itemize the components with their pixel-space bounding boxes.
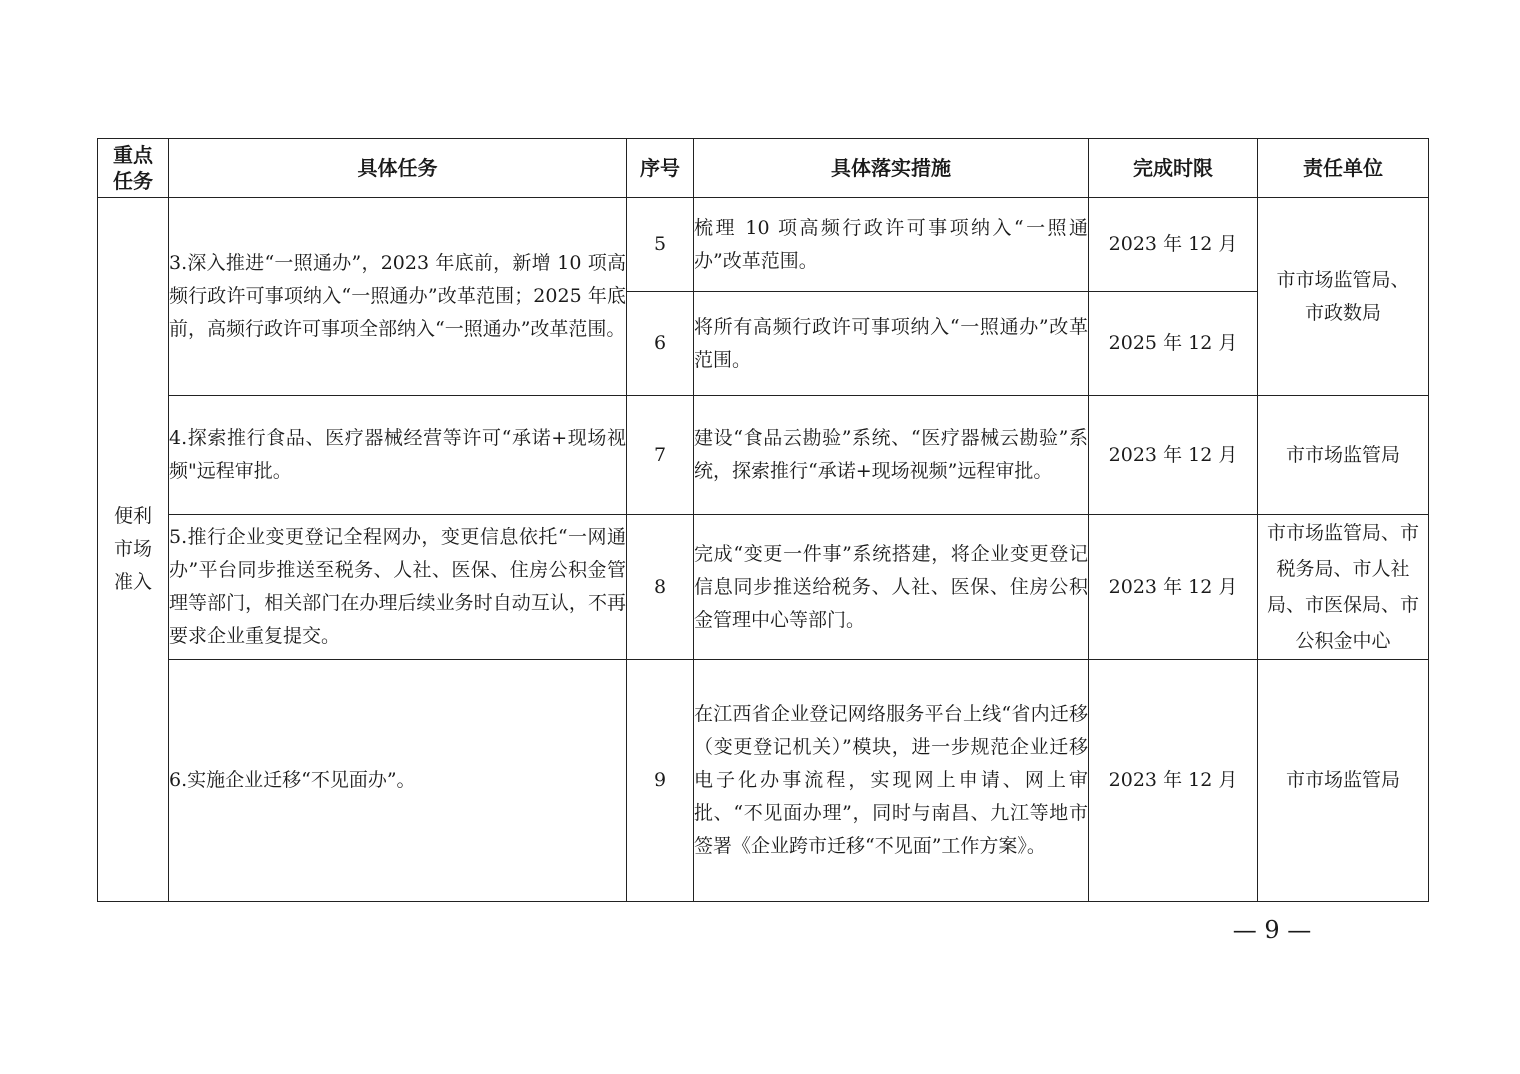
measure-cell: 完成“变更一件事”系统搭建，将企业变更登记信息同步推送给税务、人社、医保、住房公积金管理中心等部门。 bbox=[694, 515, 1089, 660]
seq-cell: 7 bbox=[627, 396, 694, 515]
seq-cell: 5 bbox=[627, 198, 694, 292]
table-row bbox=[98, 660, 1429, 902]
task-table bbox=[97, 138, 1429, 902]
task-cell: 3.深入推进“一照通办”，2023 年底前，新增 10 项高频行政许可事项纳入“一照通办”改革范围；2025 年底前，高频行政许可事项全部纳入“一照通办”改革范围。 bbox=[169, 198, 627, 396]
deadline-cell: 2023 年 12 月 bbox=[1089, 515, 1258, 660]
table-row bbox=[98, 396, 1429, 515]
seq-cell: 9 bbox=[627, 660, 694, 902]
header-seq: 序号 bbox=[627, 139, 694, 198]
header-deadline: 完成时限 bbox=[1089, 139, 1258, 198]
deadline-cell: 2023 年 12 月 bbox=[1089, 660, 1258, 902]
unit-cell: 市市场监管局、市政数局 bbox=[1258, 198, 1429, 396]
seq-cell: 6 bbox=[627, 292, 694, 396]
measure-cell: 将所有高频行政许可事项纳入“一照通办”改革范围。 bbox=[694, 292, 1089, 396]
deadline-cell: 2025 年 12 月 bbox=[1089, 292, 1258, 396]
header-measure: 具体落实措施 bbox=[694, 139, 1089, 198]
deadline-cell: 2023 年 12 月 bbox=[1089, 198, 1258, 292]
seq-cell: 8 bbox=[627, 515, 694, 660]
task-cell: 6.实施企业迁移“不见面办”。 bbox=[169, 660, 627, 902]
header-unit: 责任单位 bbox=[1258, 139, 1429, 198]
header-task: 具体任务 bbox=[169, 139, 627, 198]
table-row bbox=[98, 198, 1429, 292]
measure-cell: 在江西省企业登记网络服务平台上线“省内迁移（变更登记机关）”模块，进一步规范企业迁移电子化办事流程，实现网上申请、网上审批、“不见面办理”，同时与南昌、九江等地市签署《企业跨市迁移“不见面”工作方案》。 bbox=[694, 660, 1089, 902]
header-row bbox=[98, 139, 1429, 198]
measure-cell: 建设“食品云勘验”系统、“医疗器械云勘验”系统，探索推行“承诺+现场视频”远程审批。 bbox=[694, 396, 1089, 515]
deadline-cell: 2023 年 12 月 bbox=[1089, 396, 1258, 515]
measure-cell: 梳理 10 项高频行政许可事项纳入“一照通办”改革范围。 bbox=[694, 198, 1089, 292]
unit-cell: 市市场监管局 bbox=[1258, 396, 1429, 515]
unit-cell: 市市场监管局 bbox=[1258, 660, 1429, 902]
header-category: 重点任务 bbox=[98, 139, 169, 198]
task-cell: 5.推行企业变更登记全程网办，变更信息依托“一网通办”平台同步推送至税务、人社、医保、住房公积金管理等部门，相关部门在办理后续业务时自动互认，不再要求企业重复提交。 bbox=[169, 515, 627, 660]
task-cell: 4.探索推行食品、医疗器械经营等许可“承诺+现场视频"远程审批。 bbox=[169, 396, 627, 515]
unit-cell: 市市场监管局、市税务局、市人社局、市医保局、市公积金中心 bbox=[1258, 515, 1429, 660]
category-cell: 便利市场准入 bbox=[98, 198, 169, 902]
page-number: — 9 — bbox=[1232, 916, 1312, 944]
table-row bbox=[98, 515, 1429, 660]
